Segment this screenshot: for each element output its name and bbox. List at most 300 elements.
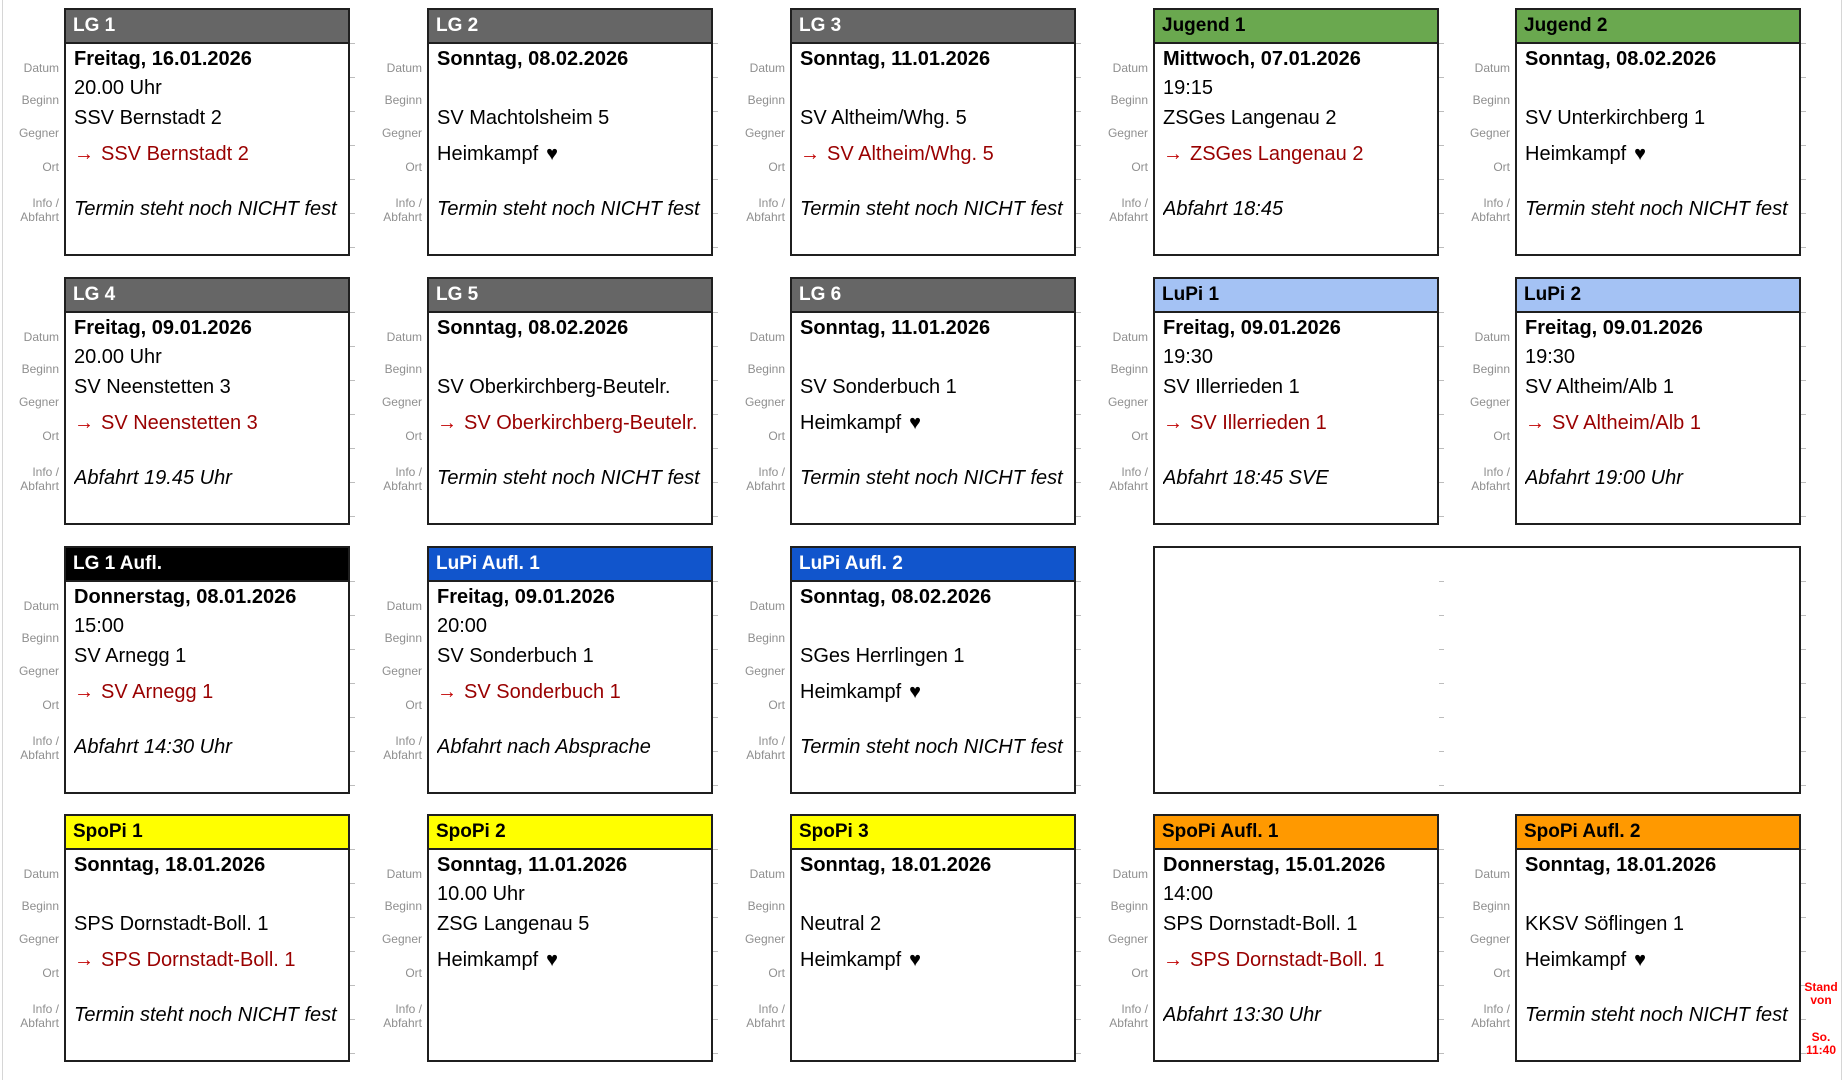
- row-gap: [437, 174, 711, 192]
- sheet-gridline-tick: [1439, 145, 1444, 146]
- label-datum: Datum: [1474, 61, 1510, 75]
- info-value: Termin steht noch NICHT fest: [437, 467, 700, 489]
- sheet-gridline-tick: [1076, 985, 1081, 986]
- card-title: LG 2: [436, 15, 479, 36]
- ort-value: [800, 403, 1074, 443]
- label-info-abfahrt: Info / Abfahrt: [383, 734, 422, 762]
- datum-value: Sonntag, 08.02.2026: [437, 48, 629, 70]
- datum-value: Sonntag, 11.01.2026: [800, 48, 991, 70]
- card-title: LG 1: [73, 15, 116, 36]
- label-info-abfahrt: Info / Abfahrt: [20, 465, 59, 493]
- datum-value: Sonntag, 18.01.2026: [800, 854, 992, 876]
- sheet-gridline-tick: [350, 247, 355, 248]
- label-beginn: Beginn: [21, 362, 59, 376]
- gegner-value: SSV Bernstadt 2: [74, 107, 222, 129]
- ort-value: [800, 134, 1074, 174]
- label-beginn: Beginn: [1472, 899, 1510, 913]
- card-header: [1517, 816, 1799, 850]
- label-info-abfahrt: Info / Abfahrt: [383, 196, 422, 224]
- row-gap: [74, 174, 348, 192]
- sheet-gridline-tick: [350, 43, 355, 44]
- sheet-gridline-tick: [350, 883, 355, 884]
- sheet-gridline-tick: [1801, 849, 1806, 850]
- label-ort: Ort: [1131, 160, 1148, 174]
- beginn-value: 20:00: [437, 615, 488, 637]
- info-value: Termin steht noch NICHT fest: [74, 1004, 337, 1026]
- sheet-gridline-tick: [1439, 883, 1444, 884]
- sheet-gridline-tick: [350, 1019, 355, 1020]
- sheet-gridline-tick: [1076, 77, 1081, 78]
- label-gegner: Gegner: [381, 395, 422, 409]
- info-value: [437, 998, 711, 1032]
- match-cell-lupi-aufl-2: [728, 546, 1076, 794]
- card-header: [792, 279, 1074, 313]
- label-gegner: Gegner: [18, 664, 59, 678]
- ort-value: [74, 672, 348, 712]
- card-title: SpoPi 3: [799, 821, 869, 842]
- label-gegner: Gegner: [744, 126, 785, 140]
- sheet-gridline-tick: [1801, 43, 1806, 44]
- sheet-gridline-tick: [1076, 414, 1081, 415]
- sheet-gridline-tick: [1076, 581, 1081, 582]
- sheet-gridline-tick: [1801, 615, 1806, 616]
- label-info-abfahrt: Info / Abfahrt: [746, 465, 785, 493]
- card-header: [792, 816, 1074, 850]
- sheet-gridline-tick: [1076, 683, 1081, 684]
- match-card-spopi-3: [790, 814, 1076, 1062]
- datum-value: Sonntag, 08.02.2026: [800, 586, 992, 608]
- beginn-value: 19:15: [1163, 77, 1214, 99]
- stamp-line-1: Stand: [1804, 980, 1838, 994]
- card-body: [429, 313, 711, 523]
- info-value: Abfahrt 19:00 Uhr: [1525, 467, 1683, 489]
- sheet-gridline-tick: [713, 43, 718, 44]
- ort-text: SV Altheim/Alb 1: [1552, 412, 1701, 434]
- sheet-gridline-tick: [1801, 111, 1806, 112]
- label-gegner: Gegner: [744, 395, 785, 409]
- away-arrow-icon: →: [437, 681, 457, 703]
- card-body: [66, 313, 348, 523]
- beginn-value: 15:00: [74, 615, 125, 637]
- label-info-abfahrt: Info / Abfahrt: [1471, 196, 1510, 224]
- match-cell-lg-6: [728, 277, 1076, 525]
- label-beginn: Beginn: [747, 631, 785, 645]
- label-info-abfahrt: Info / Abfahrt: [20, 1002, 59, 1030]
- ort-value: [74, 940, 348, 980]
- sheet-gridline-tick: [713, 985, 718, 986]
- label-gutter: [365, 814, 427, 1062]
- row-gap: [74, 443, 348, 461]
- label-ort: Ort: [1493, 160, 1510, 174]
- ort-value: [1525, 134, 1799, 174]
- sheet-gridline-tick: [713, 77, 718, 78]
- match-card-spopi-2: [427, 814, 713, 1062]
- sheet-gridline-tick: [713, 717, 718, 718]
- beginn-value: [1525, 880, 1799, 908]
- card-title: LG 4: [73, 284, 116, 305]
- gegner-value: SV Sonderbuch 1: [437, 645, 594, 667]
- label-gutter: [1453, 814, 1515, 1062]
- match-cell-lg-1: [2, 8, 350, 256]
- label-beginn: Beginn: [1110, 899, 1148, 913]
- home-heart-icon: ♥: [546, 143, 559, 165]
- gegner-value: SV Oberkirchberg-Beutelr.: [437, 376, 671, 398]
- match-cell-spopi-1: [2, 814, 350, 1062]
- ort-value: [437, 403, 711, 443]
- card-title: LuPi 2: [1524, 284, 1582, 305]
- label-datum: Datum: [23, 330, 59, 344]
- label-beginn: Beginn: [1110, 93, 1148, 107]
- sheet-gridline-tick: [1439, 951, 1444, 952]
- sheet-gridline-tick: [1801, 77, 1806, 78]
- sheet-gridline-tick: [1439, 448, 1444, 449]
- label-gegner: Gegner: [1469, 932, 1510, 946]
- label-ort: Ort: [768, 160, 785, 174]
- beginn-value: [437, 74, 711, 102]
- label-ort: Ort: [768, 966, 785, 980]
- sheet-gridline-tick: [713, 951, 718, 952]
- datum-value: Freitag, 09.01.2026: [1163, 317, 1341, 339]
- sheet-gridline-tick: [1801, 883, 1806, 884]
- label-beginn: Beginn: [747, 362, 785, 376]
- sheet-gridline-tick: [713, 1019, 718, 1020]
- sheet-gridline-tick: [713, 581, 718, 582]
- beginn-value: 19:30: [1163, 346, 1214, 368]
- match-cell-lg-3: [728, 8, 1076, 256]
- label-gutter: [2, 277, 64, 525]
- sheet-gridline-tick: [1801, 247, 1806, 248]
- sheet-gridline-tick: [1076, 516, 1081, 517]
- ort-value: [437, 672, 711, 712]
- label-gegner: Gegner: [18, 395, 59, 409]
- card-title: SpoPi Aufl. 1: [1162, 821, 1279, 842]
- card-title: LG 6: [799, 284, 842, 305]
- sheet-gridline-tick: [1439, 917, 1444, 918]
- label-ort: Ort: [1493, 429, 1510, 443]
- sheet-gridline-tick: [713, 247, 718, 248]
- match-cell-lupi-1: [1091, 277, 1439, 525]
- ort-value: [1163, 940, 1437, 980]
- label-beginn: Beginn: [747, 899, 785, 913]
- match-card-lg-2: [427, 8, 713, 256]
- sheet-gridline-tick: [350, 581, 355, 582]
- info-value: Abfahrt 14:30 Uhr: [74, 736, 232, 758]
- away-arrow-icon: →: [1163, 412, 1183, 434]
- sheet-gridline-tick: [713, 346, 718, 347]
- sheet-gridline-tick: [1076, 785, 1081, 786]
- row-gap: [1525, 443, 1799, 461]
- label-gutter: [365, 277, 427, 525]
- label-datum: Datum: [386, 599, 422, 613]
- beginn-value: 20.00 Uhr: [74, 77, 162, 99]
- label-info-abfahrt: Info / Abfahrt: [383, 1002, 422, 1030]
- sheet-gridline-tick: [1439, 247, 1444, 248]
- home-heart-icon: ♥: [909, 681, 922, 703]
- card-header: [1517, 279, 1799, 313]
- label-info-abfahrt: Info / Abfahrt: [1471, 1002, 1510, 1030]
- sheet-gridline-tick: [350, 448, 355, 449]
- label-ort: Ort: [768, 429, 785, 443]
- sheet-gridline-tick: [350, 111, 355, 112]
- ort-text: SV Oberkirchberg-Beutelr.: [464, 412, 698, 434]
- card-header: [1517, 10, 1799, 44]
- card-title: Jugend 2: [1524, 15, 1608, 36]
- row-gap: [1163, 174, 1437, 192]
- sheet-gridline-tick: [1439, 1019, 1444, 1020]
- sheet-gridline-tick: [1801, 917, 1806, 918]
- sheet-gridline-tick: [1439, 312, 1444, 313]
- sheet-gridline-tick: [1801, 448, 1806, 449]
- sheet-gridline-tick: [713, 849, 718, 850]
- label-ort: Ort: [405, 698, 422, 712]
- ort-text: Heimkampf: [800, 412, 902, 434]
- label-datum: Datum: [1474, 330, 1510, 344]
- stamp-line-2: von: [1810, 993, 1832, 1007]
- beginn-value: [800, 74, 1074, 102]
- gegner-value: SV Arnegg 1: [74, 645, 187, 667]
- label-gegner: Gegner: [1107, 126, 1148, 140]
- sheet-gridline-tick: [1076, 615, 1081, 616]
- sheet-gridline-tick: [350, 615, 355, 616]
- row-gap: [1525, 980, 1799, 998]
- sheet-gridline-tick: [350, 785, 355, 786]
- label-gegner: Gegner: [744, 932, 785, 946]
- label-info-abfahrt: Info / Abfahrt: [1109, 1002, 1148, 1030]
- label-ort: Ort: [405, 966, 422, 980]
- label-gegner: Gegner: [18, 126, 59, 140]
- info-value: Termin steht noch NICHT fest: [1525, 1004, 1788, 1026]
- sheet-gridline-tick: [350, 717, 355, 718]
- label-datum: Datum: [1112, 330, 1148, 344]
- sheet-gridline-tick: [1076, 380, 1081, 381]
- card-header: [429, 279, 711, 313]
- sheet-gridline-tick: [1076, 111, 1081, 112]
- match-card-spopi-aufl-1: [1153, 814, 1439, 1062]
- label-beginn: Beginn: [21, 93, 59, 107]
- card-header: [1155, 279, 1437, 313]
- sheet-gridline-tick: [1439, 77, 1444, 78]
- card-header: [792, 548, 1074, 582]
- label-datum: Datum: [386, 330, 422, 344]
- label-info-abfahrt: Info / Abfahrt: [20, 734, 59, 762]
- label-gegner: Gegner: [381, 664, 422, 678]
- gegner-value: ZSGes Langenau 2: [1163, 107, 1337, 129]
- ort-value: [74, 403, 348, 443]
- sheet-gridline-tick: [713, 312, 718, 313]
- gegner-value: SGes Herrlingen 1: [800, 645, 965, 667]
- sheet-gridline-tick: [1076, 717, 1081, 718]
- sheet-gridline-tick: [1801, 683, 1806, 684]
- datum-value: Sonntag, 11.01.2026: [437, 854, 628, 876]
- sheet-gridline-tick: [713, 380, 718, 381]
- match-cell-spopi-3: [728, 814, 1076, 1062]
- home-heart-icon: ♥: [1634, 143, 1647, 165]
- sheet-gridline-tick: [1439, 649, 1444, 650]
- label-ort: Ort: [405, 160, 422, 174]
- gegner-value: SV Illerrieden 1: [1163, 376, 1300, 398]
- ort-text: Heimkampf: [1525, 949, 1627, 971]
- label-datum: Datum: [23, 599, 59, 613]
- away-arrow-icon: →: [74, 949, 94, 971]
- ort-text: Heimkampf: [1525, 143, 1627, 165]
- sheet-gridline-tick: [1076, 448, 1081, 449]
- label-datum: Datum: [749, 599, 785, 613]
- info-value: Abfahrt 18:45: [1163, 198, 1284, 220]
- datum-value: Freitag, 09.01.2026: [437, 586, 615, 608]
- sheet-gridline-tick: [1439, 516, 1444, 517]
- card-header: [66, 279, 348, 313]
- card-title: LG 5: [436, 284, 479, 305]
- card-body: [1517, 44, 1799, 254]
- sheet-gridline-tick: [1076, 849, 1081, 850]
- match-card-lg-4: [64, 277, 350, 525]
- card-header: [792, 10, 1074, 44]
- beginn-value: 20.00 Uhr: [74, 346, 162, 368]
- gegner-value: ZSG Langenau 5: [437, 913, 590, 935]
- sheet-gridline-tick: [1439, 43, 1444, 44]
- ort-text: SPS Dornstadt-Boll. 1: [101, 949, 296, 971]
- label-gegner: Gegner: [381, 932, 422, 946]
- stamp-gap: [1800, 1007, 1842, 1031]
- sheet-gridline-tick: [713, 1053, 718, 1054]
- sheet-gridline-tick: [713, 145, 718, 146]
- sheet-gridline-tick: [1439, 985, 1444, 986]
- sheet-gridline-tick: [1076, 649, 1081, 650]
- sheet-gridline-tick: [350, 516, 355, 517]
- match-cell-lg-5: [365, 277, 713, 525]
- row-gap: [800, 443, 1074, 461]
- sheet-gridline-tick: [1439, 111, 1444, 112]
- sheet-gridline-tick: [1076, 312, 1081, 313]
- card-body: [429, 44, 711, 254]
- gegner-value: SV Altheim/Alb 1: [1525, 376, 1674, 398]
- match-card-lupi-2: [1515, 277, 1801, 525]
- match-card-lg-1-aufl: [64, 546, 350, 794]
- sheet-gridline-tick: [1439, 482, 1444, 483]
- label-ort: Ort: [1131, 429, 1148, 443]
- sheet-gridline-tick: [713, 917, 718, 918]
- label-gutter: [728, 277, 790, 525]
- gegner-value: SV Unterkirchberg 1: [1525, 107, 1706, 129]
- sheet-gridline-tick: [350, 414, 355, 415]
- sheet-gridline-tick: [1076, 883, 1081, 884]
- sheet-gridline-tick: [1439, 380, 1444, 381]
- match-cell-jugend-2: [1453, 8, 1801, 256]
- sheet-gridline-tick: [350, 312, 355, 313]
- label-ort: Ort: [1131, 966, 1148, 980]
- match-card-jugend-2: [1515, 8, 1801, 256]
- sheet-gridline-tick: [1076, 482, 1081, 483]
- label-info-abfahrt: Info / Abfahrt: [746, 196, 785, 224]
- label-datum: Datum: [1112, 61, 1148, 75]
- row-gap: [437, 443, 711, 461]
- label-gegner: Gegner: [18, 932, 59, 946]
- row-gap: [1163, 980, 1437, 998]
- sheet-gridline-tick: [1076, 179, 1081, 180]
- label-datum: Datum: [749, 61, 785, 75]
- match-cell-spopi-2: [365, 814, 713, 1062]
- row-gap: [437, 980, 711, 998]
- card-header: [1155, 816, 1437, 850]
- datum-value: Donnerstag, 08.01.2026: [74, 586, 297, 608]
- card-body: [792, 313, 1074, 523]
- card-body: [792, 582, 1074, 792]
- beginn-value: [1525, 74, 1799, 102]
- label-datum: Datum: [23, 61, 59, 75]
- card-title: LG 3: [799, 15, 842, 36]
- sheet-gridline-tick: [1076, 346, 1081, 347]
- label-gutter: [1091, 277, 1153, 525]
- label-datum: Datum: [386, 61, 422, 75]
- label-datum: Datum: [749, 867, 785, 881]
- sheet-gridline-tick: [350, 380, 355, 381]
- away-arrow-icon: →: [800, 143, 820, 165]
- ort-text: SSV Bernstadt 2: [101, 143, 249, 165]
- datum-value: Sonntag, 18.01.2026: [74, 854, 266, 876]
- sheet-gridline-tick: [713, 179, 718, 180]
- ort-text: SV Illerrieden 1: [1190, 412, 1327, 434]
- sheet-gridline-tick: [1801, 516, 1806, 517]
- match-card-lupi-aufl-2: [790, 546, 1076, 794]
- label-gutter: [1091, 8, 1153, 256]
- gegner-value: SPS Dornstadt-Boll. 1: [1163, 913, 1358, 935]
- match-card-lupi-aufl-1: [427, 546, 713, 794]
- beginn-value: 19:30: [1525, 346, 1576, 368]
- card-body: [792, 44, 1074, 254]
- row-gap: [1525, 174, 1799, 192]
- sheet-gridline-tick: [1076, 213, 1081, 214]
- sheet-gridline-tick: [1439, 717, 1444, 718]
- sheet-gridline-tick: [713, 751, 718, 752]
- label-gutter: [2, 814, 64, 1062]
- card-title: Jugend 1: [1162, 15, 1246, 36]
- beginn-value: [74, 880, 348, 908]
- ort-value: [800, 940, 1074, 980]
- beginn-value: [800, 343, 1074, 371]
- match-cell-lg-1-aufl: [2, 546, 350, 794]
- sheet-gridline-tick: [1076, 43, 1081, 44]
- empty-cell: [1153, 546, 1801, 794]
- card-header: [66, 548, 348, 582]
- sheet-gridline-tick: [1801, 951, 1806, 952]
- sheet-gridline-tick: [350, 751, 355, 752]
- info-value: [800, 998, 1074, 1032]
- match-cell-lg-2: [365, 8, 713, 256]
- label-gutter: [2, 546, 64, 794]
- sheet-gridline-tick: [1801, 346, 1806, 347]
- card-body: [66, 582, 348, 792]
- sheet-gridline-tick: [350, 145, 355, 146]
- info-value: Abfahrt nach Absprache: [437, 736, 651, 758]
- sheet-gridline-tick: [1801, 414, 1806, 415]
- sheet-gridline-tick: [1801, 581, 1806, 582]
- home-heart-icon: ♥: [909, 412, 922, 434]
- gegner-value: Neutral 2: [800, 913, 882, 935]
- sheet-gridline-tick: [350, 683, 355, 684]
- home-heart-icon: ♥: [546, 949, 559, 971]
- info-value: Termin steht noch NICHT fest: [1525, 198, 1788, 220]
- sheet-gridline-tick: [350, 951, 355, 952]
- sheet-gridline-tick: [713, 683, 718, 684]
- info-value: Abfahrt 18:45 SVE: [1163, 467, 1329, 489]
- card-header: [1155, 10, 1437, 44]
- label-ort: Ort: [42, 429, 59, 443]
- stamp-line-3: So.: [1811, 1030, 1831, 1044]
- sheet-gridline-tick: [1439, 1053, 1444, 1054]
- sheet-gridline-tick: [1801, 785, 1806, 786]
- datum-value: Mittwoch, 07.01.2026: [1163, 48, 1361, 70]
- label-info-abfahrt: Info / Abfahrt: [383, 465, 422, 493]
